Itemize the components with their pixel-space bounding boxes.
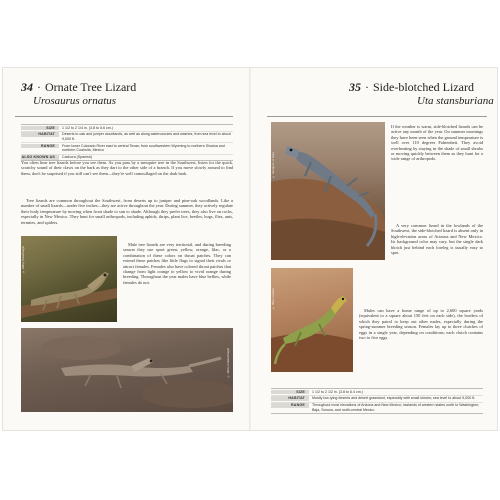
body-text-behavior [123, 242, 231, 286]
lizard-colorful-image [271, 268, 353, 372]
species-title: Side-blotched Lizard [373, 80, 474, 94]
species-number: 34 [21, 80, 33, 94]
species-info-box [271, 388, 483, 414]
separator: · [37, 80, 41, 94]
body-text-top [391, 124, 483, 163]
body-text-habitat [21, 198, 233, 226]
right-page [251, 68, 497, 430]
info-row-habitat [271, 396, 483, 403]
info-value: 1 1/2 to 2 1/4 in. (3.8 to 5.6 cm.) [62, 125, 113, 130]
species-info-box [21, 124, 233, 161]
info-label: HABITAT [21, 132, 59, 137]
info-row-range [21, 143, 233, 154]
photo-credit: © Marty Cordano/Insight [227, 348, 230, 378]
left-page [3, 68, 249, 430]
right-page-header [349, 78, 494, 107]
photo-credit: © Jeffrey Rowe/Insight [22, 246, 25, 274]
info-value: Throughout most elevations of Arizona and New Mexico; lowlands of western states north to Washington; Baja, Sonora, and north-central Mexico [312, 403, 480, 412]
info-value: Deserts to oak and juniper woodlands, as well as along watercourses and washes, from sea level to about 9,000 ft. [62, 132, 231, 141]
photo-credit: © Marty Cordano [272, 288, 275, 309]
scientific-name: Urosaurus ornatus [33, 95, 117, 107]
info-value: Cachora (Spanish) [62, 155, 92, 160]
lizard-on-branch-image [21, 236, 117, 322]
info-row-habitat [21, 132, 233, 143]
tree-lizard-photo-2 [21, 328, 233, 412]
info-label: SIZE [21, 126, 59, 131]
paragraph: Male tree lizards are very territorial, and during breeding season they use sport green, yellow, orange, lilac, or a combination of these colors on throat patches. They can extend these patches like little flags to signal their rivals or attract females. Females also have colored throat patches that change from light orange to yellow to vivid orange during breeding. Throughout the year males have blue bellies, while females do not. [123, 242, 231, 285]
info-label: SIZE [271, 390, 309, 395]
side-blotched-lizard-photo-1 [271, 122, 385, 260]
paragraph: Males can have a home range of up to 2,600 square yards (equivalent to a square about 150 feet on each side), the borders of which they patrol to keep out other males, especially during the spring-summer breeding season. Females lay up to three clutches of eggs in a single year, depending on conditions; each clutch contains two to five eggs. [359, 308, 483, 341]
info-label: RANGE [21, 144, 59, 149]
info-value: Mostly low-lying deserts and desert grassland, especially with small shrubs; sea level to about 9,000 ft. [312, 396, 476, 401]
book-spread [3, 68, 497, 430]
side-blotched-lizard-photo-2 [271, 268, 353, 372]
photo-credit: © George H. H. Huey [272, 152, 275, 178]
separator: · [365, 80, 369, 94]
paragraph: A very common lizard in the lowlands of the Southwest, the side-blotched lizard is absent only in high-elevation areas of Arizona and New Mexico. Its background color may vary, but the single dark blotch just behind each foreleg is usually easy to spot. [391, 223, 483, 256]
paragraph: If the weather is warm, side-blotched lizards can be active any month of the year. On summer mornings they have been seen when the ground temperature is well over 110 degrees Fahrenheit. They avoid overheating by staying in the shade of small shrubs or moving quickly between them as they hunt for a wide range of arthropods. [391, 124, 483, 162]
info-value: From lower Colorado River east to central Texas; from southwestern Wyoming to northern Sinaloa and northern Coahuila, Mexico [62, 143, 225, 153]
info-label: HABITAT [271, 396, 309, 401]
body-text-range [391, 223, 483, 257]
left-page-header [21, 78, 136, 107]
header-rule [15, 116, 233, 117]
scientific-name: Uta stansburiana [417, 95, 494, 107]
info-row-size [271, 389, 483, 396]
species-title: Ornate Tree Lizard [45, 80, 137, 94]
header-rule [267, 116, 487, 117]
lizard-on-rock-image [21, 328, 233, 412]
paragraph: Tree lizards are common throughout the Southwest, from deserts up to juniper and pine-oak woodlands. Like a number of small lizards—under five inches—they are active throughout the year. During summer, they actively regulate their body temperature by moving when front shade to sun to shade. Although they prefer trees, they also live on rocks, especially in New Mexico. They hunt for small arthropods, including aphids, thrips, plant lice, beetles, bugs, flies, ants, termites, and spiders. [21, 198, 233, 225]
info-row-range [271, 403, 483, 413]
info-label: ALSO KNOWN AS [21, 155, 59, 160]
info-label: RANGE [271, 403, 309, 408]
lizard-on-boulder-image [271, 122, 385, 260]
species-number: 35 [349, 80, 361, 94]
tree-lizard-photo-1 [21, 236, 117, 322]
body-text-home-range [359, 308, 483, 342]
info-value: 1 1/2 to 2 1/2 in. (3.8 to 6.4 cm.) [312, 389, 363, 394]
body-text-intro [21, 160, 233, 177]
paragraph: You often hear tree lizards before you see them. As you pass by a mesquite tree in the Southwest, listen for the quick, scratchy sound of their claws on the bark as they dart to the other side of a branch. If you move slowly around to find them, don't be surprised if you still can't see them—they're well camouflaged on the dark bark. [21, 160, 233, 176]
info-row-size [21, 125, 233, 132]
